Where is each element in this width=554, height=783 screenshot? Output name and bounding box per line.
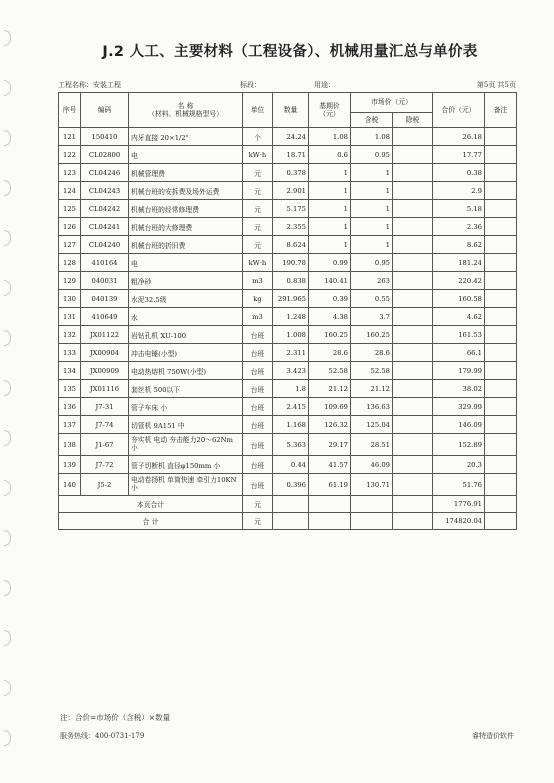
row-total: 160.58 bbox=[433, 290, 485, 308]
row-tax-excl bbox=[393, 326, 433, 344]
row-base-price: 1 bbox=[309, 200, 351, 218]
row-seq: 137 bbox=[59, 416, 81, 434]
row-qty: 1.248 bbox=[273, 308, 309, 326]
header-unit: 单位 bbox=[243, 93, 273, 128]
row-name: 水 bbox=[129, 308, 243, 326]
binding-ring bbox=[4, 630, 11, 646]
page-total-unit: 元 bbox=[243, 496, 273, 513]
row-seq: 132 bbox=[59, 326, 81, 344]
row-tax-incl: 0.55 bbox=[351, 290, 393, 308]
row-seq: 134 bbox=[59, 362, 81, 380]
row-code: CL04246 bbox=[81, 164, 129, 182]
row-tax-excl bbox=[393, 164, 433, 182]
empty-cell bbox=[351, 496, 393, 513]
row-remark bbox=[485, 456, 517, 474]
table-row bbox=[59, 200, 517, 218]
grand-total-row bbox=[59, 513, 517, 530]
header-remark: 备注 bbox=[485, 93, 517, 128]
row-code: J1-67 bbox=[81, 434, 129, 456]
row-seq: 124 bbox=[59, 182, 81, 200]
empty-cell bbox=[309, 513, 351, 530]
binding-ring bbox=[4, 180, 11, 196]
row-tax-excl bbox=[393, 128, 433, 146]
row-remark bbox=[485, 254, 517, 272]
row-tax-excl bbox=[393, 434, 433, 456]
row-qty: 2.901 bbox=[273, 182, 309, 200]
table-row bbox=[59, 380, 517, 398]
empty-cell bbox=[393, 513, 433, 530]
row-code: CL04240 bbox=[81, 236, 129, 254]
row-base-price: 29.17 bbox=[309, 434, 351, 456]
row-name: 电 bbox=[129, 254, 243, 272]
row-base-price: 0.99 bbox=[309, 254, 351, 272]
page-total-row bbox=[59, 496, 517, 513]
row-seq: 126 bbox=[59, 218, 81, 236]
binding-ring bbox=[4, 730, 11, 746]
row-base-price: 4.38 bbox=[309, 308, 351, 326]
row-qty: 5.175 bbox=[273, 200, 309, 218]
row-total: 2.9 bbox=[433, 182, 485, 200]
row-tax-incl: 0.95 bbox=[351, 146, 393, 164]
binding-ring bbox=[4, 680, 11, 696]
row-remark bbox=[485, 434, 517, 456]
row-code: 410649 bbox=[81, 308, 129, 326]
page-total-value: 1776.91 bbox=[433, 496, 485, 513]
row-qty: 291.965 bbox=[273, 290, 309, 308]
row-tax-incl: 160.25 bbox=[351, 326, 393, 344]
row-total: 181.24 bbox=[433, 254, 485, 272]
row-remark bbox=[485, 146, 517, 164]
row-unit: 台班 bbox=[243, 434, 273, 456]
binding-ring bbox=[4, 480, 11, 496]
row-base-price: 1 bbox=[309, 236, 351, 254]
row-name: 冲击电锤(小型) bbox=[129, 344, 243, 362]
row-remark bbox=[485, 290, 517, 308]
row-seq: 125 bbox=[59, 200, 81, 218]
table-row bbox=[59, 146, 517, 164]
row-qty: 1.8 bbox=[273, 380, 309, 398]
row-remark bbox=[485, 398, 517, 416]
footer-brand: 睿特造价软件 bbox=[472, 732, 514, 740]
row-qty: 2.355 bbox=[273, 218, 309, 236]
row-qty: 3.423 bbox=[273, 362, 309, 380]
header-tax-excl: 除税 bbox=[393, 113, 433, 128]
row-qty: 2.311 bbox=[273, 344, 309, 362]
row-base-price: 109.69 bbox=[309, 398, 351, 416]
project-name: 工程名称：安装工程 bbox=[58, 81, 121, 89]
table-row bbox=[59, 434, 517, 456]
row-name: 管子车床 小 bbox=[129, 398, 243, 416]
binding-ring bbox=[4, 580, 11, 596]
row-remark bbox=[485, 164, 517, 182]
row-total: 4.62 bbox=[433, 308, 485, 326]
row-tax-excl bbox=[393, 416, 433, 434]
table-row bbox=[59, 164, 517, 182]
row-code: 040139 bbox=[81, 290, 129, 308]
page-total-label: 本页合计 bbox=[59, 496, 243, 513]
header-total: 合价（元） bbox=[433, 93, 485, 128]
empty-cell bbox=[309, 496, 351, 513]
row-unit: kW·h bbox=[243, 146, 273, 164]
binding-ring bbox=[4, 430, 11, 446]
row-unit: 台班 bbox=[243, 344, 273, 362]
empty-cell bbox=[485, 513, 517, 530]
row-base-price: 1 bbox=[309, 182, 351, 200]
row-tax-excl bbox=[393, 380, 433, 398]
row-tax-incl: 28.51 bbox=[351, 434, 393, 456]
row-seq: 127 bbox=[59, 236, 81, 254]
row-tax-incl: 1 bbox=[351, 218, 393, 236]
row-remark bbox=[485, 128, 517, 146]
header-qty: 数量 bbox=[273, 93, 309, 128]
header-seq: 序号 bbox=[59, 93, 81, 128]
footer-note: 注：合价=市场价（含税）×数量 bbox=[60, 713, 171, 722]
row-unit: 元 bbox=[243, 200, 273, 218]
row-name: 机械管理费 bbox=[129, 164, 243, 182]
row-unit: 元 bbox=[243, 236, 273, 254]
row-code: J7-31 bbox=[81, 398, 129, 416]
row-base-price: 52.58 bbox=[309, 362, 351, 380]
row-qty: 1.168 bbox=[273, 416, 309, 434]
document-meta bbox=[58, 80, 516, 92]
row-name: 电 bbox=[129, 146, 243, 164]
row-total: 26.18 bbox=[433, 128, 485, 146]
row-seq: 122 bbox=[59, 146, 81, 164]
section-label: 标段： bbox=[240, 81, 261, 89]
row-unit: 台班 bbox=[243, 362, 273, 380]
row-name: 电动卷扬机 单筒快速 牵引力10KN 小 bbox=[129, 474, 243, 496]
row-seq: 140 bbox=[59, 474, 81, 496]
binding-ring bbox=[4, 280, 11, 296]
row-base-price: 126.32 bbox=[309, 416, 351, 434]
table-body bbox=[59, 128, 517, 496]
row-base-price: 28.6 bbox=[309, 344, 351, 362]
row-tax-incl: 21.12 bbox=[351, 380, 393, 398]
row-unit: kW·h bbox=[243, 254, 273, 272]
row-unit: kg bbox=[243, 290, 273, 308]
row-name: 水泥32.5级 bbox=[129, 290, 243, 308]
table-row bbox=[59, 128, 517, 146]
row-name: 机械台班的经常修理费 bbox=[129, 200, 243, 218]
row-remark bbox=[485, 416, 517, 434]
row-tax-incl: 130.71 bbox=[351, 474, 393, 496]
row-seq: 130 bbox=[59, 290, 81, 308]
table-row bbox=[59, 344, 517, 362]
row-qty: 0.838 bbox=[273, 272, 309, 290]
row-unit: m3 bbox=[243, 272, 273, 290]
row-tax-incl: 0.95 bbox=[351, 254, 393, 272]
row-remark bbox=[485, 200, 517, 218]
page-number: 第5页 共5页 bbox=[476, 81, 516, 89]
row-tax-incl: 1.08 bbox=[351, 128, 393, 146]
row-base-price: 0.39 bbox=[309, 290, 351, 308]
row-tax-excl bbox=[393, 272, 433, 290]
header-base-price: 基期价（元） bbox=[309, 93, 351, 128]
empty-cell bbox=[351, 513, 393, 530]
row-tax-incl: 1 bbox=[351, 164, 393, 182]
row-remark bbox=[485, 308, 517, 326]
table-row bbox=[59, 308, 517, 326]
row-total: 5.18 bbox=[433, 200, 485, 218]
row-total: 179.99 bbox=[433, 362, 485, 380]
row-tax-excl bbox=[393, 236, 433, 254]
row-remark bbox=[485, 362, 517, 380]
row-name: 套丝机 500以下 bbox=[129, 380, 243, 398]
row-tax-incl: 1 bbox=[351, 236, 393, 254]
row-tax-excl bbox=[393, 290, 433, 308]
row-total: 152.89 bbox=[433, 434, 485, 456]
row-qty: 0.396 bbox=[273, 474, 309, 496]
row-base-price: 41.57 bbox=[309, 456, 351, 474]
row-tax-incl: 1 bbox=[351, 200, 393, 218]
row-unit: 元 bbox=[243, 164, 273, 182]
row-unit: m3 bbox=[243, 308, 273, 326]
row-tax-incl: 125.04 bbox=[351, 416, 393, 434]
binding-ring bbox=[4, 380, 11, 396]
row-qty: 190.78 bbox=[273, 254, 309, 272]
row-seq: 139 bbox=[59, 456, 81, 474]
header-name-main: 名 称 bbox=[177, 101, 194, 110]
row-code: J7-74 bbox=[81, 416, 129, 434]
row-total: 17.77 bbox=[433, 146, 485, 164]
row-tax-excl bbox=[393, 146, 433, 164]
binding-ring bbox=[4, 80, 11, 96]
row-code: 040031 bbox=[81, 272, 129, 290]
row-seq: 136 bbox=[59, 398, 81, 416]
table-row bbox=[59, 182, 517, 200]
row-remark bbox=[485, 474, 517, 496]
row-qty: 8.624 bbox=[273, 236, 309, 254]
row-total: 220.42 bbox=[433, 272, 485, 290]
row-tax-incl: 52.58 bbox=[351, 362, 393, 380]
row-seq: 129 bbox=[59, 272, 81, 290]
empty-cell bbox=[485, 496, 517, 513]
row-qty: 0.378 bbox=[273, 164, 309, 182]
row-unit: 台班 bbox=[243, 474, 273, 496]
binding-ring bbox=[4, 130, 11, 146]
row-seq: 123 bbox=[59, 164, 81, 182]
row-unit: 元 bbox=[243, 182, 273, 200]
row-remark bbox=[485, 380, 517, 398]
footer-hotline: 服务热线：400-0731-179 bbox=[60, 732, 145, 740]
row-base-price: 21.12 bbox=[309, 380, 351, 398]
row-code: JX00909 bbox=[81, 362, 129, 380]
grand-total-label: 合 计 bbox=[59, 513, 243, 530]
row-remark bbox=[485, 344, 517, 362]
table-row bbox=[59, 416, 517, 434]
row-code: JX00904 bbox=[81, 344, 129, 362]
row-code: CL04242 bbox=[81, 200, 129, 218]
row-total: 51.76 bbox=[433, 474, 485, 496]
row-unit: 台班 bbox=[243, 416, 273, 434]
row-total: 161.53 bbox=[433, 326, 485, 344]
row-unit: 个 bbox=[243, 128, 273, 146]
empty-cell bbox=[273, 496, 309, 513]
row-code: J5-2 bbox=[81, 474, 129, 496]
row-base-price: 1.08 bbox=[309, 128, 351, 146]
row-name: 电动热熔机 750W(小型) bbox=[129, 362, 243, 380]
row-tax-excl bbox=[393, 362, 433, 380]
header-name bbox=[129, 93, 243, 128]
row-total: 2.36 bbox=[433, 218, 485, 236]
row-qty: 24.24 bbox=[273, 128, 309, 146]
row-seq: 131 bbox=[59, 308, 81, 326]
table-row bbox=[59, 272, 517, 290]
row-code: CL02800 bbox=[81, 146, 129, 164]
usage-label: 用途： bbox=[314, 81, 335, 89]
row-qty: 18.71 bbox=[273, 146, 309, 164]
row-name: 机械台班的安拆费及场外运费 bbox=[129, 182, 243, 200]
row-name: 机械台班的大修理费 bbox=[129, 218, 243, 236]
row-seq: 133 bbox=[59, 344, 81, 362]
row-name: 切管机 9A151 中 bbox=[129, 416, 243, 434]
row-unit: 台班 bbox=[243, 398, 273, 416]
grand-total-value: 174820.04 bbox=[433, 513, 485, 530]
table-row bbox=[59, 326, 517, 344]
row-name: 粗净砂 bbox=[129, 272, 243, 290]
row-total: 66.1 bbox=[433, 344, 485, 362]
row-name: 机械台班的折旧费 bbox=[129, 236, 243, 254]
row-total: 8.62 bbox=[433, 236, 485, 254]
row-qty: 2.415 bbox=[273, 398, 309, 416]
row-tax-excl bbox=[393, 254, 433, 272]
binding-ring bbox=[4, 30, 11, 46]
row-base-price: 61.19 bbox=[309, 474, 351, 496]
row-tax-incl: 46.09 bbox=[351, 456, 393, 474]
header-market-price: 市场价（元） bbox=[351, 93, 433, 113]
row-remark bbox=[485, 272, 517, 290]
row-unit: 台班 bbox=[243, 380, 273, 398]
table-row bbox=[59, 456, 517, 474]
row-unit: 元 bbox=[243, 218, 273, 236]
document-title: J.2 人工、主要材料（工程设备）、机械用量汇总与单价表 bbox=[102, 44, 478, 60]
row-tax-excl bbox=[393, 344, 433, 362]
row-remark bbox=[485, 218, 517, 236]
row-tax-excl bbox=[393, 182, 433, 200]
row-tax-excl bbox=[393, 200, 433, 218]
summary-table bbox=[58, 92, 517, 530]
row-base-price: 140.41 bbox=[309, 272, 351, 290]
header-tax-incl: 含税 bbox=[351, 113, 393, 128]
table-row bbox=[59, 474, 517, 496]
row-code: CL04243 bbox=[81, 182, 129, 200]
row-seq: 138 bbox=[59, 434, 81, 456]
row-remark bbox=[485, 326, 517, 344]
row-total: 20.3 bbox=[433, 456, 485, 474]
row-tax-incl: 263 bbox=[351, 272, 393, 290]
grand-total-unit: 元 bbox=[243, 513, 273, 530]
row-seq: 128 bbox=[59, 254, 81, 272]
header-name-sub: （材料、机械规格型号） bbox=[148, 110, 223, 118]
row-qty: 1.008 bbox=[273, 326, 309, 344]
row-seq: 135 bbox=[59, 380, 81, 398]
row-code: 410164 bbox=[81, 254, 129, 272]
table-row bbox=[59, 254, 517, 272]
row-total: 146.09 bbox=[433, 416, 485, 434]
row-tax-excl bbox=[393, 218, 433, 236]
row-total: 0.38 bbox=[433, 164, 485, 182]
row-tax-incl: 1 bbox=[351, 182, 393, 200]
row-tax-incl: 3.7 bbox=[351, 308, 393, 326]
row-name: 岩钻孔机 XU-100 bbox=[129, 326, 243, 344]
row-qty: 0.44 bbox=[273, 456, 309, 474]
row-tax-incl: 28.6 bbox=[351, 344, 393, 362]
row-seq: 121 bbox=[59, 128, 81, 146]
row-code: JX01122 bbox=[81, 326, 129, 344]
row-qty: 5.363 bbox=[273, 434, 309, 456]
table-row bbox=[59, 236, 517, 254]
binding-ring bbox=[4, 330, 11, 346]
row-unit: 台班 bbox=[243, 326, 273, 344]
row-total: 38.02 bbox=[433, 380, 485, 398]
table-row bbox=[59, 362, 517, 380]
row-remark bbox=[485, 182, 517, 200]
row-code: 150410 bbox=[81, 128, 129, 146]
row-tax-excl bbox=[393, 308, 433, 326]
row-name: 管子切断机 直径φ150mm 小 bbox=[129, 456, 243, 474]
binding-ring bbox=[4, 230, 11, 246]
row-base-price: 160.25 bbox=[309, 326, 351, 344]
row-remark bbox=[485, 236, 517, 254]
row-name: 夯实机 电动 夯击能力20～62Nm 小 bbox=[129, 434, 243, 456]
empty-cell bbox=[273, 513, 309, 530]
row-base-price: 1 bbox=[309, 164, 351, 182]
binding-ring bbox=[4, 530, 11, 546]
row-code: JX01116 bbox=[81, 380, 129, 398]
row-tax-incl: 136.63 bbox=[351, 398, 393, 416]
table-row bbox=[59, 398, 517, 416]
table-row bbox=[59, 218, 517, 236]
row-base-price: 1 bbox=[309, 218, 351, 236]
row-code: CL04241 bbox=[81, 218, 129, 236]
row-code: J7-72 bbox=[81, 456, 129, 474]
row-name: 内牙直接 20×1/2" bbox=[129, 128, 243, 146]
row-unit: 台班 bbox=[243, 456, 273, 474]
row-base-price: 0.6 bbox=[309, 146, 351, 164]
row-tax-excl bbox=[393, 474, 433, 496]
row-tax-excl bbox=[393, 456, 433, 474]
row-total: 329.99 bbox=[433, 398, 485, 416]
binding-holes bbox=[0, 0, 14, 783]
row-tax-excl bbox=[393, 398, 433, 416]
header-code: 编码 bbox=[81, 93, 129, 128]
table-row bbox=[59, 290, 517, 308]
empty-cell bbox=[393, 496, 433, 513]
